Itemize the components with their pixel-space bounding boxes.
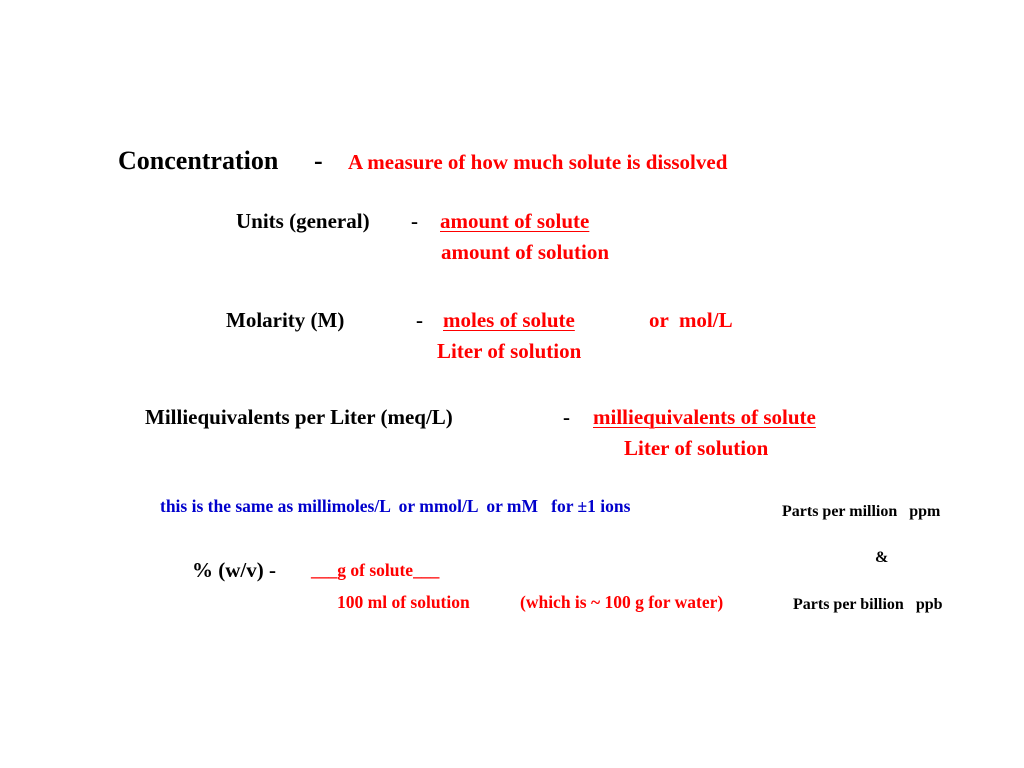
- molarity-label: Molarity (M): [226, 308, 345, 332]
- ampersand: &: [875, 549, 889, 566]
- units-general-label: Units (general): [236, 209, 370, 233]
- concentration-term: Concentration: [118, 146, 279, 175]
- concentration-dash: -: [314, 146, 323, 175]
- units-general-denominator: amount of solution: [441, 240, 610, 264]
- meq-note: this is the same as millimoles/L or mmol/L or mM for ±1 ions: [160, 496, 631, 516]
- units-general-numerator: amount of solute: [440, 209, 590, 233]
- wv-numerator: ___g of solute___: [311, 560, 440, 580]
- molarity-dash: -: [416, 308, 423, 332]
- concentration-definition: A measure of how much solute is dissolved: [348, 150, 728, 174]
- ppb-label: Parts per billion ppb: [793, 596, 943, 613]
- molarity-numerator: moles of solute: [443, 308, 575, 332]
- wv-label: % (w/v) -: [192, 558, 276, 582]
- meq-denominator: Liter of solution: [624, 436, 769, 460]
- ppm-label: Parts per million ppm: [782, 503, 941, 520]
- molarity-denominator: Liter of solution: [437, 339, 582, 363]
- wv-aside: (which is ~ 100 g for water): [520, 592, 724, 612]
- units-general-dash: -: [411, 209, 418, 233]
- molarity-alt: or mol/L: [649, 308, 733, 332]
- meq-numerator: milliequivalents of solute: [593, 405, 816, 429]
- wv-denominator: 100 ml of solution: [337, 592, 470, 612]
- meq-dash: -: [563, 405, 570, 429]
- meq-label: Milliequivalents per Liter (meq/L): [145, 405, 453, 429]
